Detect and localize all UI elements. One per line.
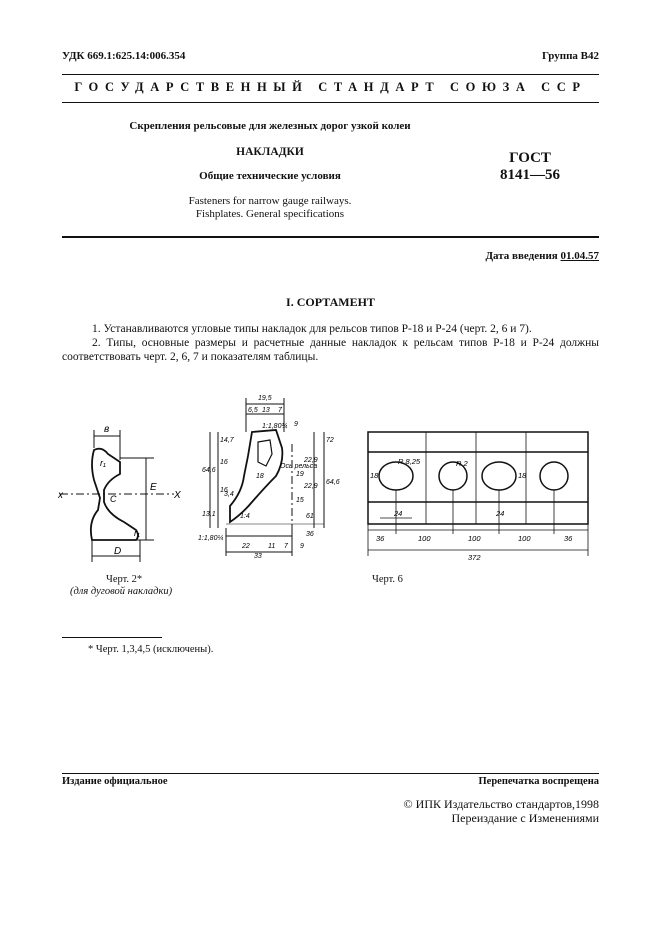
dim-64-6b: 64,6 (326, 479, 340, 486)
drawing-fig-6 (356, 426, 596, 566)
group-code: Группа В42 (541, 50, 599, 62)
label-36b: 36 (564, 534, 573, 543)
dim-slope-bottom: 1:1,80¼ (198, 535, 224, 542)
dim-11: 11 (268, 543, 276, 550)
official-edition: Издание официальное (62, 776, 168, 787)
paragraph-2: 2. Типы, основные размеры и расчетные данные накладок к рельсам типов Р-18 и Р-24 должны соответствовать черт. 2, 6, 7 и показателям таблицы. (62, 337, 599, 363)
dim-36: 36 (306, 531, 314, 538)
fig2-caption: Черт. 2* (106, 574, 143, 585)
title-line: Скрепления рельсовые для железных дорог узкой колеи (129, 120, 411, 132)
gost-number-block (480, 150, 580, 184)
copyright-block (404, 797, 599, 825)
dim-19: 19 (296, 471, 304, 478)
dim-61: 61 (306, 513, 314, 520)
label-r8-25: R 8,25 (398, 457, 421, 466)
rail-axis-label: Ось рельса (280, 463, 318, 470)
dim-33: 33 (254, 553, 262, 560)
dim-3-4: 3,4 (224, 491, 234, 498)
dim-19-5: 19,5 (258, 395, 272, 402)
title-divider (62, 236, 599, 238)
label-100a: 100 (418, 534, 431, 543)
intro-date-label: Дата введения (485, 250, 558, 262)
bolt-hole (482, 462, 516, 490)
paragraph-1: 1. Устанавливаются угловые типы накладок для рельсов типов Р-18 и Р-24 (черт. 2, 6 и 7). (92, 323, 532, 335)
gost-label: ГОСТ (509, 150, 551, 166)
english-title (100, 195, 440, 221)
label-18a: 18 (370, 471, 379, 480)
label-r: r₁ (134, 528, 140, 538)
dim-6-5: 6,5 (248, 407, 258, 414)
label-c: С (110, 494, 117, 504)
label-x-left: x (58, 490, 63, 501)
dim-slope-top: 1:1,80¼ (262, 423, 288, 430)
dim-16b: 16 (220, 487, 228, 494)
footer-rule (62, 773, 599, 774)
fig2-subcaption: (для дуговой накладки) (70, 586, 173, 597)
bolt-hole (540, 462, 568, 490)
bolt-hole (379, 462, 413, 490)
document-name: НАКЛАДКИ (236, 146, 304, 158)
dim-7: 7 (278, 407, 282, 414)
label-24b: 24 (496, 509, 505, 518)
label-b: в (104, 424, 110, 435)
label-d: D (114, 546, 122, 557)
rail-profile-inner (258, 440, 272, 466)
label-e: E (150, 482, 157, 493)
dim-72: 72 (326, 437, 334, 444)
dim-13-1: 13,1 (202, 511, 216, 518)
state-standard-banner: ГОСУДАРСТВЕННЫЙ СТАНДАРТ СОЮЗА ССР (74, 80, 587, 94)
footnote: * Черт. 1,3,4,5 (исключены). (88, 644, 214, 655)
dim-9: 9 (294, 421, 298, 428)
english-title-line2: Fishplates. General specifications (195, 208, 345, 220)
label-r2: R 2 (456, 459, 468, 468)
label-x-right: X (174, 490, 181, 501)
dim-18: 18 (256, 473, 264, 480)
dim-64-6: 64,6 (202, 467, 216, 474)
label-24a: 24 (394, 509, 403, 518)
reissue-line: Переиздание с Изменениями (451, 811, 599, 825)
gost-number: 8141—56 (500, 167, 560, 183)
section-heading: I. СОРТАМЕНТ (286, 295, 375, 309)
label-100b: 100 (468, 534, 481, 543)
drawing-fig-2 (58, 418, 188, 570)
label-18b: 18 (518, 471, 527, 480)
label-372: 372 (468, 553, 481, 562)
udk-code: УДК 669.1:625.14:006.354 (62, 50, 186, 62)
drawing-fig-profile (196, 392, 340, 560)
reprint-notice: Перепечатка воспрещена (478, 776, 599, 787)
dim-slope-1-4: 1:4 (240, 513, 250, 520)
document-subtitle: Общие технические условия (199, 170, 341, 182)
dim-14-7: 14,7 (220, 437, 234, 444)
english-title-line1: Fasteners for narrow gauge railways. (188, 195, 352, 207)
label-36a: 36 (376, 534, 385, 543)
dim-22: 22 (242, 543, 250, 550)
header-rule-top (62, 74, 599, 75)
footnote-rule (62, 637, 162, 638)
label-100c: 100 (518, 534, 531, 543)
dim-9b: 9 (300, 543, 304, 550)
dim-13: 13 (262, 407, 270, 414)
fig6-caption: Черт. 6 (372, 574, 403, 585)
copyright-line: © ИПК Издательство стандартов,1998 (403, 797, 599, 811)
dim-15: 15 (296, 497, 304, 504)
dim-22-9b: 22,9 (304, 483, 318, 490)
dim-22-9a: 22,9 (304, 457, 318, 464)
intro-date-value: 01.04.57 (560, 250, 599, 262)
header-rule-bottom (62, 102, 599, 103)
label-r1: r₁ (100, 458, 106, 468)
dim-16: 16 (220, 459, 228, 466)
dim-7b: 7 (284, 543, 288, 550)
intro-date (485, 250, 599, 262)
